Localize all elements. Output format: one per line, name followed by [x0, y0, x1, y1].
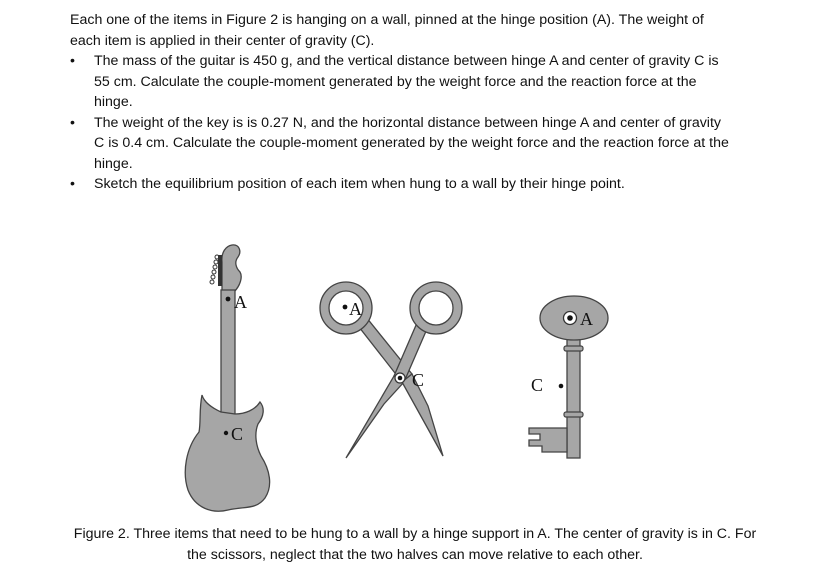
figure-caption: Figure 2. Three items that need to be hung to a wall by a hinge support in A. The center of gravity is in C. For the scissors, neglect that the two halves can move relative to each other. [73, 526, 757, 563]
intro-paragraph: Each one of the items in Figure 2 is hanging on a wall, pinned at the hinge position (A). The weight of each item is applied in their center of gravity (C). [70, 12, 704, 49]
key-shaft [567, 338, 580, 458]
scissors-hinge-point [343, 305, 348, 310]
guitar-tuning-pegs [210, 255, 219, 284]
guitar-hinge-label: A [234, 292, 247, 312]
scissors-hinge-label: A [349, 299, 362, 319]
scissors-left-blade [346, 376, 404, 458]
scissors-cog-point [398, 376, 403, 381]
guitar-tuning-peg-posts [218, 255, 222, 286]
bullet-glyph: • [70, 114, 75, 131]
guitar-cog-point [224, 431, 228, 435]
guitar-cog-label: C [231, 424, 244, 444]
bullet-glyph: • [70, 53, 75, 69]
task-text: The weight of the key is is 0.27 N, and the horizontal distance between hinge A and center of gravity C is 0.4 cm. Calculate the couple-moment generated by the weight force and the reaction force at the hinge. [94, 114, 729, 172]
guitar-neck [221, 290, 235, 416]
task-text: The mass of the guitar is 450 g, and the vertical distance between hinge A and center of gravity C is 55 cm. Calculate the couple-moment generated by the weight force and the reaction force at the hinge. [94, 53, 719, 110]
guitar-headstock [222, 245, 241, 292]
guitar-hinge-point [226, 297, 231, 302]
scissors-cog-label: C [412, 370, 425, 390]
key-cog-point [559, 384, 564, 389]
key-cog-label: C [531, 375, 544, 395]
task-text: Sketch the equilibrium position of each item when hung to a wall by their hinge point. [94, 176, 625, 192]
bullet-glyph: • [70, 176, 75, 192]
guitar-drawing [185, 245, 269, 511]
scissors-ring-holes [329, 291, 453, 325]
guitar-body [185, 395, 269, 511]
key-hinge-point [567, 315, 573, 321]
key-hinge-label: A [580, 309, 593, 329]
key-bit [529, 428, 567, 452]
